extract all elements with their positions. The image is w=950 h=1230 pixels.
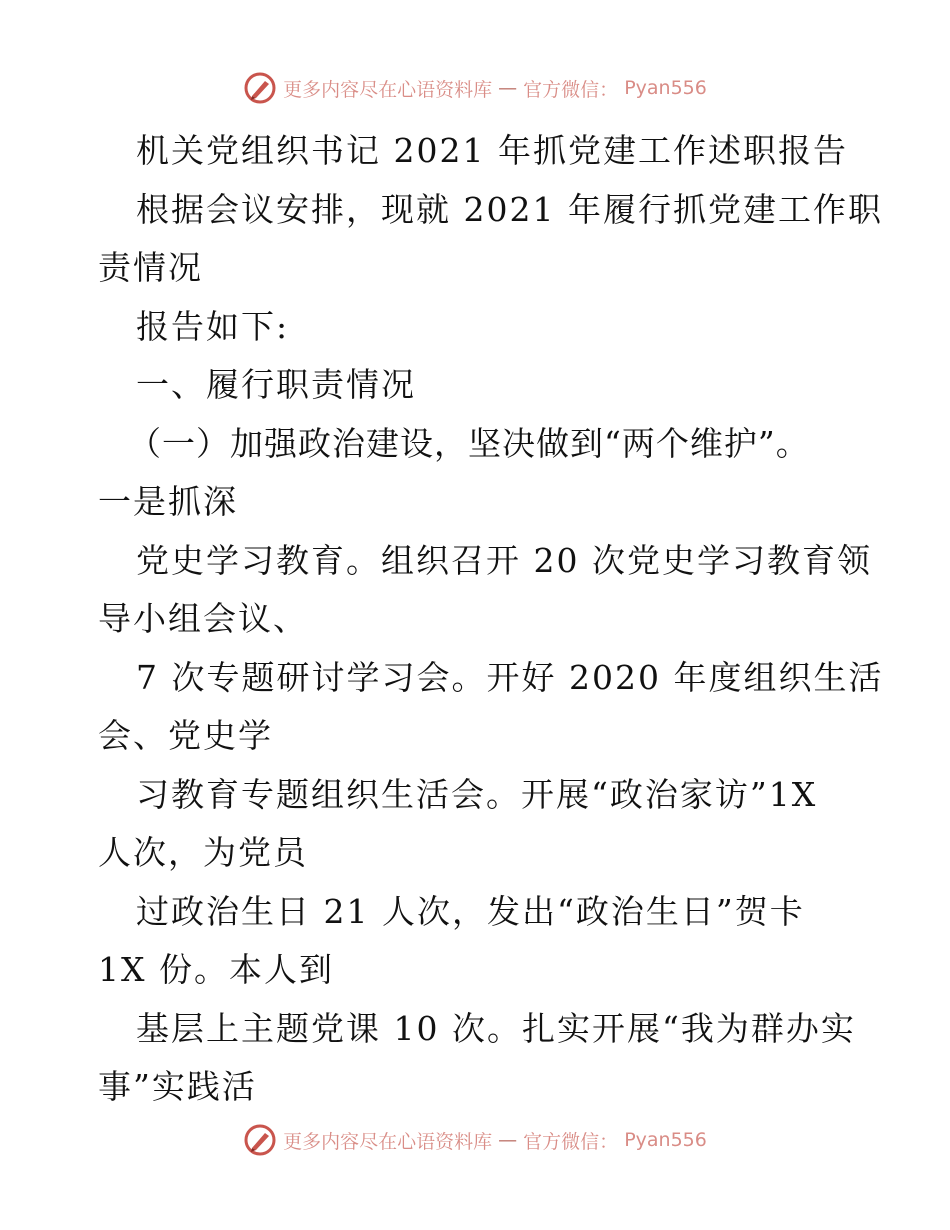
watermark-suffix-text: 官方微信： (523, 78, 619, 101)
watermark-wechat-id: Pyan556 (624, 1129, 707, 1151)
watermark-wechat-id: Pyan556 (624, 77, 707, 99)
paragraph-line: 会、党史学 (98, 716, 273, 755)
watermark-separator: — (498, 1129, 518, 1151)
paragraph-line: 党史学习教育。组织召开 20 次党史学习教育领 (136, 540, 872, 580)
watermark-separator: — (498, 77, 518, 99)
watermark-main-text: 更多内容尽在心语资料库 (283, 78, 493, 101)
paragraph-line: 责情况 (98, 248, 203, 287)
paragraph-line: 事”实践活 (98, 1067, 257, 1106)
pen-logo-icon (243, 1123, 277, 1157)
paragraph-line: 基层上主题党课 10 次。扎实开展“我为群办实 (136, 1008, 856, 1048)
paragraph-line: 一是抓深 (98, 482, 238, 521)
paragraph-line: 习教育专题组织生活会。开展“政治家访”1X (136, 774, 818, 814)
section-heading: 一、履行职责情况 (136, 365, 416, 404)
watermark-suffix-text: 官方微信： (523, 1130, 619, 1153)
paragraph-line: 7 次专题研讨学习会。开好 2020 年度组织生活 (136, 657, 884, 697)
document-title: 机关党组织书记 2021 年抓党建工作述职报告 (136, 131, 848, 170)
watermark-footer (0, 1120, 950, 1160)
paragraph-line: 过政治生日 21 人次，发出“政治生日”贺卡 (136, 891, 805, 931)
paragraph-line: 人次，为党员 (98, 833, 308, 872)
watermark-header (0, 68, 950, 108)
document-body (98, 122, 884, 1117)
watermark-main-text: 更多内容尽在心语资料库 (283, 1130, 493, 1153)
pen-logo-icon (243, 71, 277, 105)
paragraph-line: 根据会议安排，现就 2021 年履行抓党建工作职 (136, 189, 883, 229)
paragraph-line: 报告如下: (136, 306, 290, 346)
paragraph-line: 导小组会议、 (98, 599, 308, 638)
subsection-heading: （一）加强政治建设，坚决做到“两个维护”。 (128, 423, 810, 463)
paragraph-line: 1X 份。本人到 (98, 950, 334, 989)
